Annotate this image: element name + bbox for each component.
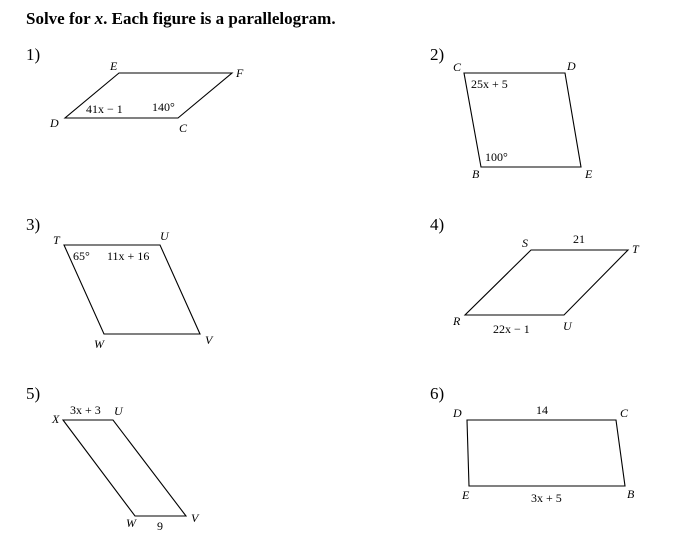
vertex-label: V [205, 333, 213, 347]
expression-label: 21 [573, 232, 585, 246]
vertex-label: C [620, 406, 629, 420]
vertex-label: T [632, 242, 639, 256]
expression-label: 11x + 16 [107, 249, 150, 263]
parallelogram-5 [63, 420, 186, 516]
expression-label: 9 [157, 519, 163, 533]
vertex-label: E [585, 167, 593, 181]
parallelogram-6 [467, 420, 625, 486]
vertex-label: X [52, 412, 60, 426]
problem-number-6: 6) [430, 384, 445, 403]
vertex-label: F [236, 66, 244, 80]
vertex-label: D [50, 116, 59, 130]
instructions-part2: . Each figure is a parallelogram. [103, 9, 336, 28]
expression-label: 140° [152, 100, 175, 114]
vertex-label: W [94, 337, 104, 351]
vertex-label: B [627, 487, 635, 501]
vertex-label: D [567, 59, 576, 73]
figure-2 [453, 59, 593, 181]
expression-label: 22x − 1 [493, 322, 530, 336]
vertex-label: U [563, 319, 572, 333]
vertex-label: C [179, 121, 188, 135]
parallelogram-4 [465, 250, 628, 315]
vertex-label: S [522, 236, 528, 250]
vertex-label: V [191, 511, 199, 525]
expression-label: 100° [485, 150, 508, 164]
expression-label: 41x − 1 [86, 102, 123, 116]
expression-label: 25x + 5 [471, 77, 508, 91]
figure-6 [452, 403, 635, 505]
vertex-label: E [110, 59, 118, 73]
instructions-variable: x [94, 9, 104, 28]
vertex-label: B [472, 167, 480, 181]
figure-5 [51, 403, 200, 533]
problem-number-3: 3) [26, 215, 41, 234]
expression-label: 3x + 5 [531, 491, 562, 505]
problem-number-1: 1) [26, 45, 41, 64]
vertex-label: C [453, 60, 462, 74]
vertex-label: U [114, 404, 123, 418]
problem-number-4: 4) [430, 215, 445, 234]
instructions-part1: Solve for [26, 9, 95, 28]
problem-number-5: 5) [26, 384, 41, 403]
figure-4 [452, 232, 640, 336]
vertex-label: D [453, 406, 462, 420]
expression-label: 3x + 3 [70, 403, 101, 417]
vertex-label: R [453, 314, 461, 328]
vertex-label: U [160, 229, 169, 243]
problem-number-2: 2) [430, 45, 445, 64]
figure-3 [53, 229, 214, 351]
expression-label: 14 [536, 403, 548, 417]
vertex-label: W [126, 516, 136, 530]
vertex-label: E [462, 488, 470, 502]
vertex-label: T [53, 233, 60, 247]
figure-1 [49, 59, 244, 135]
expression-label: 65° [73, 249, 90, 263]
